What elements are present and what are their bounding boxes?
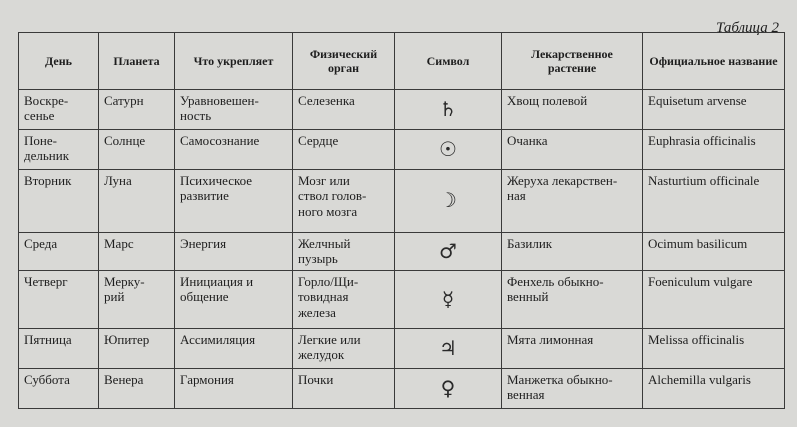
cell-planet: Сатурн <box>99 90 175 130</box>
moon-icon: ☽ <box>395 170 502 233</box>
table-row <box>19 369 785 409</box>
cell-day: Пятница <box>19 329 99 369</box>
cell-strengthens: Энергия <box>175 233 293 271</box>
cell-strengthens: Инициация и общение <box>175 271 293 329</box>
header-planet: Планета <box>99 33 175 90</box>
header-day: День <box>19 33 99 90</box>
cell-strengthens: Уравновешен- ность <box>175 90 293 130</box>
cell-organ: Легкие или желудок <box>293 329 395 369</box>
cell-day: Поне- дельник <box>19 130 99 170</box>
cell-day: Четверг <box>19 271 99 329</box>
cell-strengthens: Самосознание <box>175 130 293 170</box>
header-organ: Физический орган <box>293 33 395 90</box>
cell-latin: Euphrasia officinalis <box>643 130 785 170</box>
cell-plant: Манжетка обыкно- венная <box>502 369 643 409</box>
header-plant: Лекарственное растение <box>502 33 643 90</box>
cell-organ: Мозг или ствол голов- ного мозга <box>293 170 395 233</box>
cell-strengthens: Гармония <box>175 369 293 409</box>
header-row <box>19 33 785 90</box>
saturn-icon: ♄ <box>395 90 502 130</box>
header-latin: Официальное название <box>643 33 785 90</box>
table-caption: Таблица 2 <box>716 20 779 36</box>
planets-table <box>18 32 785 409</box>
venus-icon: ♀ <box>395 369 502 409</box>
cell-planet: Венера <box>99 369 175 409</box>
cell-latin: Melissa officinalis <box>643 329 785 369</box>
cell-plant: Базилик <box>502 233 643 271</box>
table-row <box>19 130 785 170</box>
cell-day: Среда <box>19 233 99 271</box>
cell-organ: Сердце <box>293 130 395 170</box>
cell-latin: Alchemilla vulgaris <box>643 369 785 409</box>
mars-icon: ♂ <box>395 233 502 271</box>
cell-planet: Луна <box>99 170 175 233</box>
cell-planet: Мерку- рий <box>99 271 175 329</box>
cell-latin: Foeniculum vulgare <box>643 271 785 329</box>
table-row <box>19 90 785 130</box>
table-row <box>19 170 785 233</box>
cell-plant: Фенхель обыкно- венный <box>502 271 643 329</box>
sun-icon: ☉ <box>395 130 502 170</box>
jupiter-icon: ♃ <box>395 329 502 369</box>
table-row <box>19 271 785 329</box>
header-strengthens: Что укрепляет <box>175 33 293 90</box>
header-symbol: Символ <box>395 33 502 90</box>
cell-planet: Солнце <box>99 130 175 170</box>
mercury-icon: ☿ <box>395 271 502 329</box>
cell-strengthens: Ассимиляция <box>175 329 293 369</box>
cell-latin: Ocimum basilicum <box>643 233 785 271</box>
cell-latin: Nasturtium officinale <box>643 170 785 233</box>
cell-organ: Почки <box>293 369 395 409</box>
cell-plant: Мята лимонная <box>502 329 643 369</box>
cell-organ: Горло/Щи- товидная железа <box>293 271 395 329</box>
cell-organ: Желчный пузырь <box>293 233 395 271</box>
cell-plant: Очанка <box>502 130 643 170</box>
cell-planet: Юпитер <box>99 329 175 369</box>
cell-day: Вторник <box>19 170 99 233</box>
cell-plant: Жеруха лекарствен- ная <box>502 170 643 233</box>
cell-organ: Селезенка <box>293 90 395 130</box>
cell-plant: Хвощ полевой <box>502 90 643 130</box>
table-row <box>19 329 785 369</box>
table-row <box>19 233 785 271</box>
cell-day: Воскре- сенье <box>19 90 99 130</box>
cell-day: Суббота <box>19 369 99 409</box>
cell-planet: Марс <box>99 233 175 271</box>
cell-latin: Equisetum arvense <box>643 90 785 130</box>
cell-strengthens: Психическое развитие <box>175 170 293 233</box>
